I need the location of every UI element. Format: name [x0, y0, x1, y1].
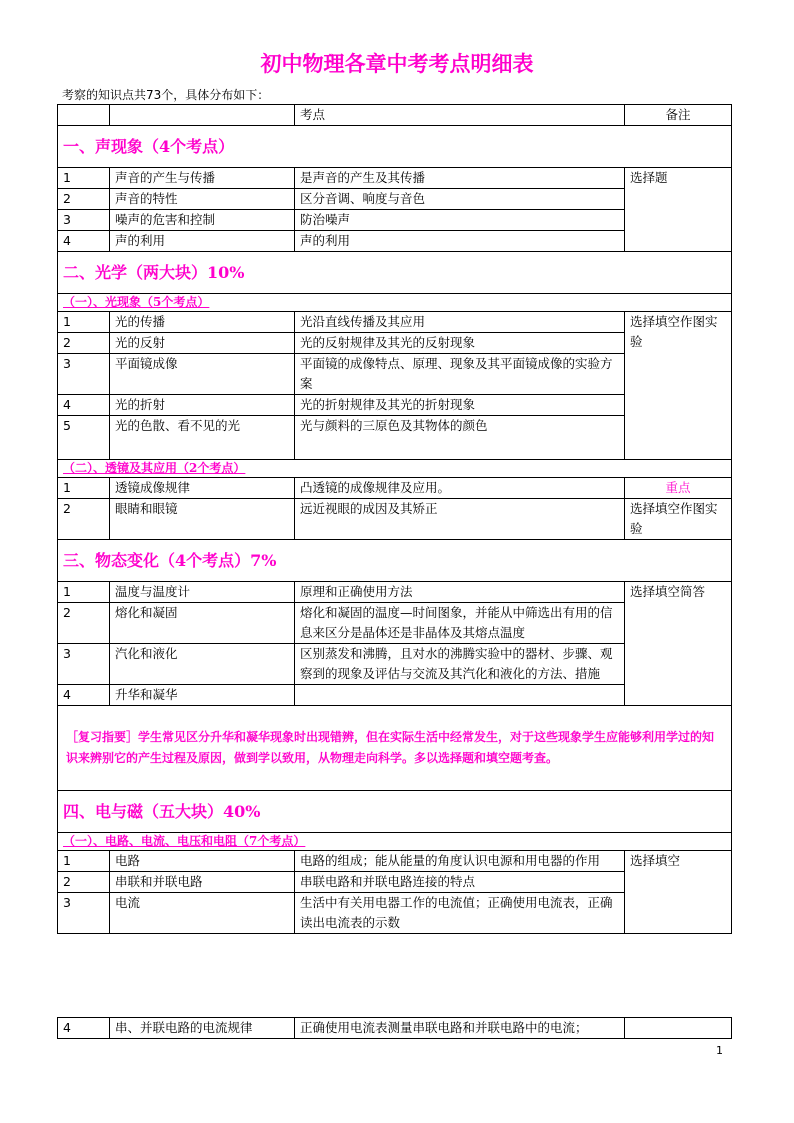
page-title: 初中物理各章中考考点明细表: [260, 51, 534, 76]
page-number: 1: [716, 1044, 723, 1057]
table-row: [58, 478, 732, 499]
table-row: [58, 499, 732, 540]
row-point: 电路的组成；能从能量的角度认识电源和用电器的作用: [295, 851, 625, 872]
row-number: 2: [58, 189, 110, 210]
section-title: 一、声现象（4个考点）: [58, 126, 732, 168]
subsection-title: （一）、电路、电流、电压和电阻（7个考点）: [63, 834, 306, 848]
row-note: 选择题: [625, 168, 732, 252]
row-point: 平面镜的成像特点、原理、现象及其平面镜成像的实验方案: [295, 354, 625, 395]
row-point: 是声音的产生及其传播: [295, 168, 625, 189]
row-point: 正确使用电流表测量串联电路和并联电路中的电流；: [295, 1018, 625, 1039]
row-name: 光的传播: [110, 312, 295, 333]
exam-points-table: [57, 104, 732, 934]
row-note: [625, 1018, 732, 1039]
row-name: 噪声的危害和控制: [110, 210, 295, 231]
row-point: 光与颜料的三原色及其物体的颜色: [295, 416, 625, 460]
row-note: 选择填空作图实验: [625, 312, 732, 460]
table-row: [58, 1018, 732, 1039]
intro-text: 考察的知识点共73个，具体分布如下：: [62, 88, 270, 102]
row-name: 平面镜成像: [110, 354, 295, 395]
subsection-title: （二）、透镜及其应用（2个考点）: [63, 461, 246, 475]
section-heading-row: [58, 791, 732, 833]
row-number: 2: [58, 333, 110, 354]
row-number: 4: [58, 1018, 110, 1039]
row-number: 1: [58, 168, 110, 189]
row-point: 原理和正确使用方法: [295, 582, 625, 603]
row-number: 4: [58, 395, 110, 416]
table-row: [58, 168, 732, 189]
section-title: 四、电与磁（五大块）40%: [58, 791, 732, 833]
table-row: [58, 582, 732, 603]
row-number: 5: [58, 416, 110, 460]
row-name: 电流: [110, 893, 295, 934]
subsection-title: （一）、光现象（5个考点）: [63, 295, 210, 309]
row-name: 声的利用: [110, 231, 295, 252]
subsection-heading-row: [58, 294, 732, 312]
row-number: 4: [58, 231, 110, 252]
row-point: 生活中有关用电器工作的电流值；正确使用电流表，正确读出电流表的示数: [295, 893, 625, 934]
row-number: 3: [58, 210, 110, 231]
section-heading-row: [58, 540, 732, 582]
row-number: 1: [58, 478, 110, 499]
section-heading-row: [58, 126, 732, 168]
review-tip: ［复习指要］学生常见区分升华和凝华现象时出现错辨，但在实际生活中经常发生，对于这些现象学生应能够利用学过的知识来辨别它的产生过程及原因，做到学以致用，从物理走向科学。多以选择题和填空题考查。: [58, 706, 732, 791]
row-name: 串联和并联电路: [110, 872, 295, 893]
row-number: 2: [58, 603, 110, 644]
row-number: 3: [58, 893, 110, 934]
row-number: 1: [58, 582, 110, 603]
review-tip-row: [58, 706, 732, 791]
row-note-highlight: 重点: [625, 478, 732, 499]
row-note: 选择填空简答: [625, 582, 732, 706]
row-point: 光沿直线传播及其应用: [295, 312, 625, 333]
row-point: 光的反射规律及其光的反射现象: [295, 333, 625, 354]
row-point: [295, 685, 625, 706]
row-number: 2: [58, 872, 110, 893]
row-note: 选择填空作图实验: [625, 499, 732, 540]
row-name: 光的色散、看不见的光: [110, 416, 295, 460]
section-title: 二、光学（两大块）10%: [58, 252, 732, 294]
row-number: 3: [58, 354, 110, 395]
row-point: 串联电路和并联电路连接的特点: [295, 872, 625, 893]
row-note: 选择填空: [625, 851, 732, 934]
row-number: 1: [58, 851, 110, 872]
header-name: [110, 105, 295, 126]
table-header-row: [58, 105, 732, 126]
row-point: 区分音调、响度与音色: [295, 189, 625, 210]
row-name: 声音的特性: [110, 189, 295, 210]
row-name: 光的反射: [110, 333, 295, 354]
row-name: 升华和凝华: [110, 685, 295, 706]
row-name: 透镜成像规律: [110, 478, 295, 499]
row-point: 声的利用: [295, 231, 625, 252]
row-name: 眼睛和眼镜: [110, 499, 295, 540]
header-point: 考点: [295, 105, 625, 126]
row-name: 汽化和液化: [110, 644, 295, 685]
row-name: 熔化和凝固: [110, 603, 295, 644]
row-point: 防治噪声: [295, 210, 625, 231]
row-name: 串、并联电路的电流规律: [110, 1018, 295, 1039]
row-number: 2: [58, 499, 110, 540]
header-note: 备注: [625, 105, 732, 126]
subsection-heading-row: [58, 833, 732, 851]
row-name: 温度与温度计: [110, 582, 295, 603]
row-number: 3: [58, 644, 110, 685]
row-number: 1: [58, 312, 110, 333]
row-point: 区别蒸发和沸腾，且对水的沸腾实验中的器材、步骤、观察到的现象及评估与交流及其汽化和液化的方法、措施: [295, 644, 625, 685]
table-row: [58, 312, 732, 333]
row-number: 4: [58, 685, 110, 706]
section-title: 三、物态变化（4个考点）7%: [58, 540, 732, 582]
row-name: 电路: [110, 851, 295, 872]
row-point: 凸透镜的成像规律及应用。: [295, 478, 625, 499]
row-point: 熔化和凝固的温度—时间图象，并能从中筛选出有用的信息来区分是晶体还是非晶体及其熔点温度: [295, 603, 625, 644]
exam-points-table-continued: [57, 1017, 732, 1039]
header-no: [58, 105, 110, 126]
row-point: 远近视眼的成因及其矫正: [295, 499, 625, 540]
row-point: 光的折射规律及其光的折射现象: [295, 395, 625, 416]
row-name: 光的折射: [110, 395, 295, 416]
table-row: [58, 851, 732, 872]
section-heading-row: [58, 252, 732, 294]
subsection-heading-row: [58, 460, 732, 478]
row-name: 声音的产生与传播: [110, 168, 295, 189]
